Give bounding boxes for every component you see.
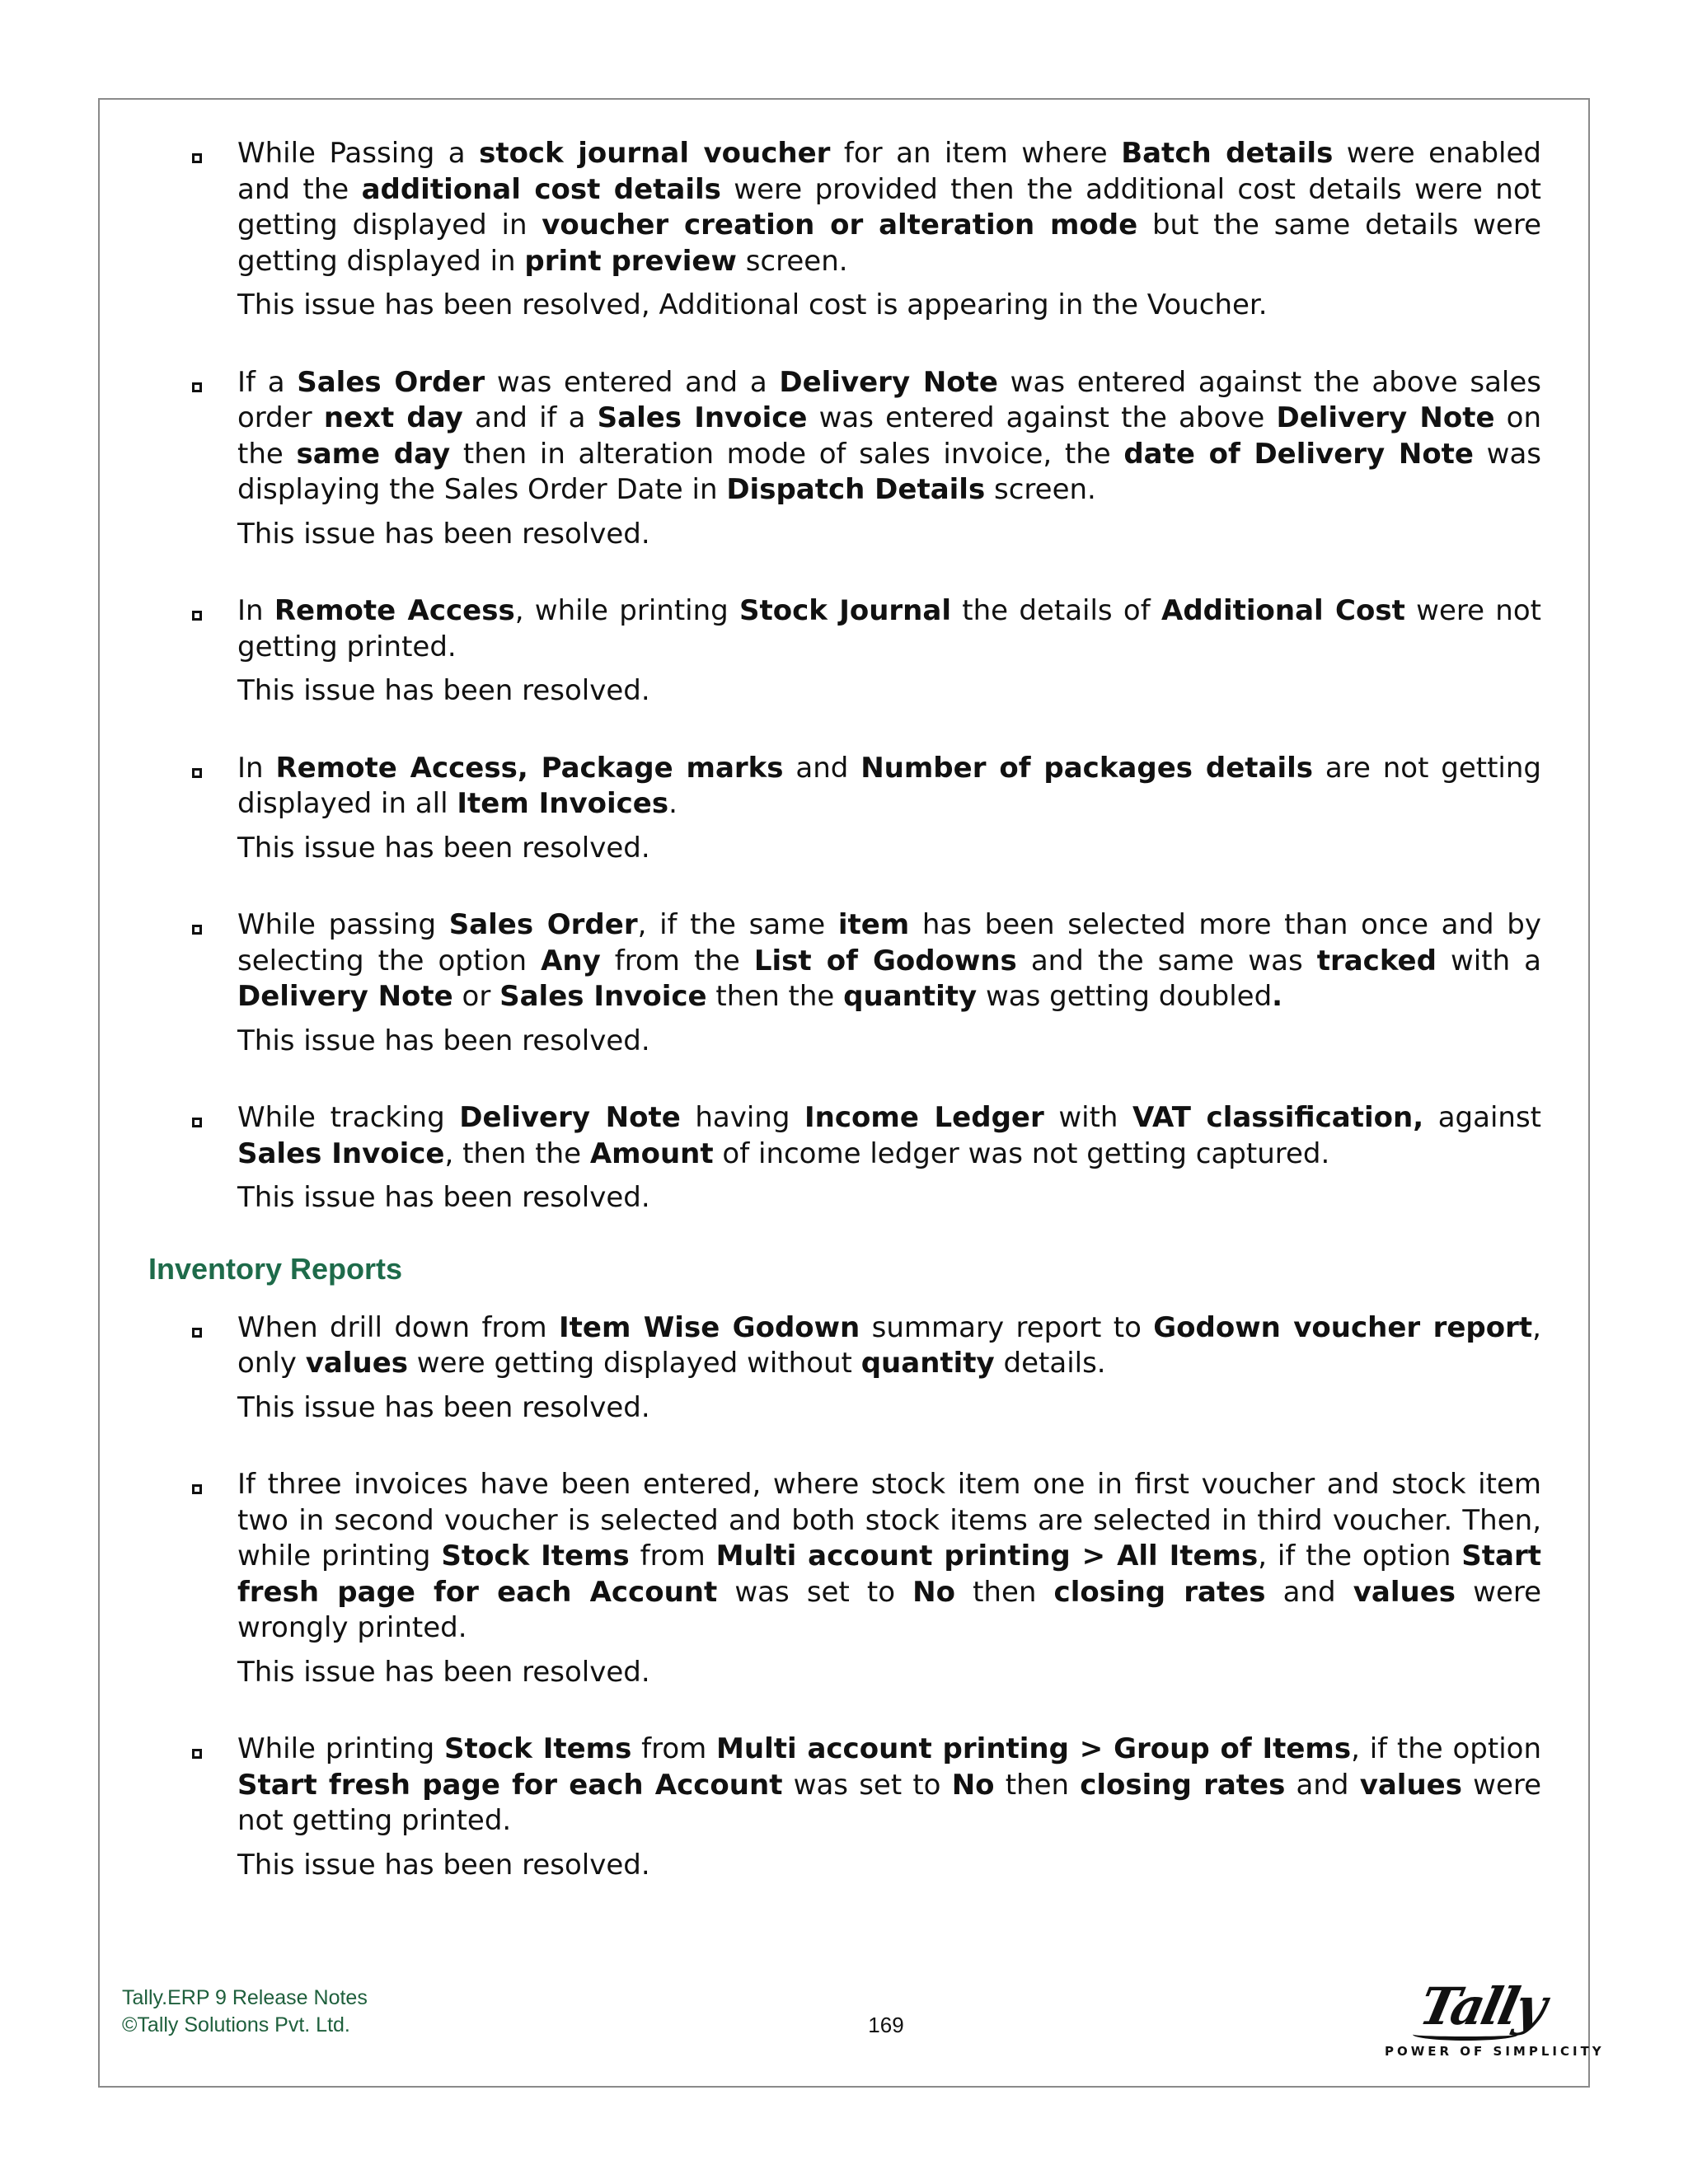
bold-term: Batch details <box>1121 137 1334 170</box>
text-run: was set to <box>717 1575 913 1609</box>
square-bullet-icon <box>192 1484 202 1494</box>
text-run: , if the option <box>1351 1732 1541 1765</box>
text-run: and the same was <box>1016 944 1317 977</box>
bold-term: values <box>305 1347 408 1380</box>
issue-description <box>237 1100 1541 1172</box>
bold-term: Any <box>541 944 601 977</box>
text-run: , while printing <box>514 594 740 627</box>
bold-term: Sales Order <box>297 365 485 399</box>
resolution-text: This issue has been resolved. <box>237 831 650 865</box>
text-run: was getting doubled <box>977 980 1273 1013</box>
footer-copyright: ©Tally Solutions Pvt. Ltd. <box>122 2013 350 2036</box>
issue-item <box>148 365 1541 553</box>
bold-term: Sales Invoice <box>237 1137 445 1170</box>
square-bullet-icon <box>192 1118 202 1127</box>
text-run: While passing <box>237 908 449 941</box>
text-run: , then the <box>444 1137 590 1170</box>
text-run: screen. <box>736 244 848 278</box>
bold-term: tracked <box>1316 944 1437 977</box>
issue-list-top <box>148 136 1541 1216</box>
text-run: from <box>631 1732 717 1765</box>
text-run: While Passing a <box>237 137 480 170</box>
square-bullet-icon <box>192 925 202 935</box>
text-run: , if the same <box>637 908 838 941</box>
square-bullet-icon <box>192 153 202 163</box>
issue-description <box>237 593 1541 665</box>
text-run: from the <box>600 944 754 977</box>
bold-term: Item Invoices <box>457 787 669 820</box>
resolution-text: This issue has been resolved. <box>237 517 650 551</box>
bold-term: Amount <box>589 1137 714 1170</box>
bold-term: print preview <box>524 244 737 278</box>
bold-term: Start fresh page for each Account <box>237 1768 783 1802</box>
bold-term: Multi account printing > Group of Items <box>716 1732 1352 1765</box>
text-run: having <box>680 1101 805 1134</box>
bold-term: No <box>912 1575 955 1609</box>
text-run: but the same details were getting displayed in <box>237 209 1541 278</box>
square-bullet-icon <box>192 1749 202 1759</box>
bold-term: date of Delivery Note <box>1123 437 1474 471</box>
bold-term: Sales Invoice <box>499 980 707 1013</box>
issue-list-bottom <box>148 1310 1541 1884</box>
bold-term: closing rates <box>1080 1768 1286 1802</box>
bold-term: Stock Items <box>441 1540 630 1572</box>
resolution-text: This issue has been resolved. <box>237 674 650 707</box>
issue-item <box>148 907 1541 1059</box>
resolution-text: This issue has been resolved. <box>237 1848 650 1882</box>
bold-term: Remote Access, Package marks <box>275 751 784 785</box>
issue-item <box>148 751 1541 867</box>
bold-term: voucher creation or alteration mode <box>542 209 1138 241</box>
text-run: , only <box>237 1310 1541 1380</box>
text-run: While tracking <box>237 1101 460 1134</box>
bold-term: same day <box>296 437 451 471</box>
footer-title: Tally.ERP 9 Release Notes <box>122 1986 368 2009</box>
bold-term: VAT classification, <box>1132 1101 1424 1134</box>
bold-term: Sales Order <box>448 908 638 941</box>
text-run: and if a <box>462 401 598 434</box>
issue-description <box>237 907 1541 1015</box>
bold-term: values <box>1353 1575 1456 1609</box>
bold-term: Item Wise Godown <box>558 1310 860 1344</box>
bold-term: Additional Cost <box>1161 594 1405 627</box>
bold-term: Stock Journal <box>739 594 951 627</box>
bold-term: Delivery Note <box>1276 401 1495 434</box>
text-run: then <box>954 1575 1054 1609</box>
bold-term: Stock Items <box>444 1732 632 1765</box>
bold-term: Multi account printing > All Items <box>715 1540 1259 1572</box>
text-run: against <box>1423 1101 1541 1134</box>
bold-term: item <box>837 908 910 941</box>
square-bullet-icon <box>192 768 202 778</box>
text-run: If three invoices have been entered, where stock item one in first voucher and stock item two in second voucher is selected and both stock items are selected in third voucher. Then, while printing <box>237 1468 1541 1572</box>
footer <box>122 1985 368 2039</box>
text-run: or <box>452 980 500 1013</box>
issue-item <box>148 1100 1541 1216</box>
issue-item <box>148 1732 1541 1883</box>
text-run: details. <box>994 1347 1106 1380</box>
issue-description <box>237 136 1541 279</box>
text-run: of income ledger was not getting captured. <box>713 1137 1330 1170</box>
resolution-text: This issue has been resolved. <box>237 1024 650 1057</box>
bold-term: List of Godowns <box>753 944 1017 977</box>
bold-term: No <box>951 1768 995 1802</box>
issue-item <box>148 1467 1541 1690</box>
bold-term: closing rates <box>1053 1575 1266 1609</box>
bold-term: Number of packages details <box>860 751 1314 785</box>
bold-term: values <box>1359 1768 1462 1802</box>
text-run: the details of <box>950 594 1161 627</box>
square-bullet-icon <box>192 611 202 621</box>
issue-item <box>148 136 1541 324</box>
logo-wordmark: Tally <box>1414 1976 1550 2036</box>
text-run: with a <box>1436 944 1542 977</box>
bold-term: Remote Access <box>274 594 515 627</box>
text-run: from <box>629 1540 716 1572</box>
text-run: then <box>994 1768 1081 1802</box>
text-run: were provided then the additional cost details were not getting displayed in <box>237 172 1541 241</box>
text-run: was displaying the Sales Order Date in <box>237 437 1542 506</box>
issue-description <box>237 1732 1541 1840</box>
release-notes-content <box>148 136 1541 1924</box>
text-run: In <box>237 594 274 627</box>
issue-description <box>237 1310 1541 1382</box>
text-run: for an item where <box>830 137 1122 170</box>
resolution-text: This issue has been resolved. <box>237 1655 650 1689</box>
issue-item <box>148 593 1541 710</box>
text-run: were enabled and the <box>237 137 1541 206</box>
bold-term: next day <box>323 401 463 434</box>
text-run: and <box>1285 1768 1360 1802</box>
section-heading: Inventory Reports <box>148 1251 403 1286</box>
bold-term: Start fresh page for each Account <box>237 1540 1541 1609</box>
text-run: In <box>237 751 276 785</box>
square-bullet-icon <box>192 1328 202 1338</box>
resolution-text: This issue has been resolved. <box>237 1390 650 1424</box>
bold-term: Delivery Note <box>237 980 453 1013</box>
bold-term: . <box>1272 980 1283 1013</box>
bold-term: additional cost details <box>361 172 721 206</box>
text-run: was entered against the above sales order <box>237 365 1541 434</box>
bold-term: Dispatch Details <box>726 473 986 506</box>
bold-term: Godown voucher report <box>1153 1310 1533 1344</box>
bold-term: quantity <box>843 980 978 1013</box>
issue-description <box>237 751 1541 823</box>
text-run: and <box>1265 1575 1353 1609</box>
bold-term: Delivery Note <box>779 365 998 399</box>
text-run: were getting displayed without <box>408 1347 861 1380</box>
text-run: then the <box>706 980 844 1013</box>
text-run: on the <box>237 401 1542 471</box>
resolution-text: This issue has been resolved. <box>237 1181 650 1214</box>
text-run: was entered against the above <box>807 401 1277 434</box>
text-run: If a <box>237 365 298 399</box>
resolution-text: This issue has been resolved, Additional cost is appearing in the Voucher. <box>237 288 1268 321</box>
text-run: was entered and a <box>485 365 780 399</box>
text-run: , if the option <box>1258 1540 1462 1572</box>
bold-term: stock journal voucher <box>479 137 831 170</box>
text-run: screen. <box>985 473 1096 506</box>
text-run: are not getting displayed in all <box>237 751 1541 820</box>
text-run: then in alteration mode of sales invoice, the <box>450 437 1124 471</box>
issue-description <box>237 365 1541 509</box>
logo-swoosh-icon <box>1413 2028 1518 2041</box>
text-run: While printing <box>237 1732 445 1765</box>
square-bullet-icon <box>192 382 202 392</box>
text-run: was set to <box>782 1768 952 1802</box>
text-run: were not getting printed. <box>237 594 1541 663</box>
text-run: were not getting printed. <box>237 1768 1542 1837</box>
bold-term: Sales Invoice <box>597 401 808 434</box>
bold-term: quantity <box>860 1347 995 1380</box>
text-run: summary report to <box>860 1310 1154 1344</box>
issue-item <box>148 1310 1541 1427</box>
bold-term: Income Ledger <box>804 1101 1044 1134</box>
text-run: were wrongly printed. <box>237 1575 1542 1644</box>
text-run: . <box>668 787 678 820</box>
text-run: and <box>783 751 861 785</box>
tally-logo <box>1376 1976 1605 2067</box>
bold-term: Delivery Note <box>459 1101 681 1134</box>
text-run: When drill down from <box>237 1310 559 1344</box>
issue-description <box>237 1467 1541 1647</box>
text-run: has been selected more than once and by selecting the option <box>237 908 1541 977</box>
logo-tagline: POWER OF SIMPLICITY <box>1385 2044 1605 2059</box>
text-run: with <box>1043 1101 1133 1134</box>
page-number: 169 <box>868 2013 904 2037</box>
